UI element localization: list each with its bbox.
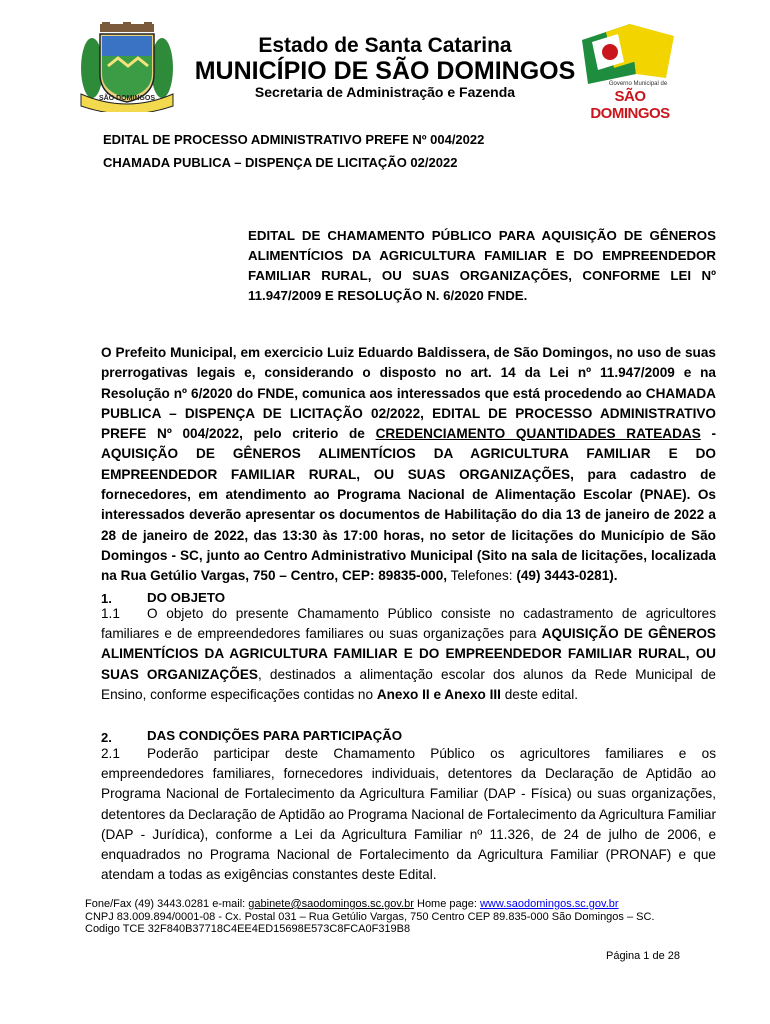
edital-summary: EDITAL DE CHAMAMENTO PÚBLICO PARA AQUISIÇÃO DE GÊNEROS ALIMENTÍCIOS DA AGRICULTURA FAMILIAR E DO EMPREENDEDOR FAMILIAR RURAL, OU SUAS ORGANIZAÇÕES, CONFORME LEI Nº 11.947/2009 E RESOLUÇÃO N. 6/2020 FNDE. xyxy=(248,228,716,303)
footer-phone: Fone/Fax (49) 3443.0281 e-mail: xyxy=(85,898,249,910)
municipality-name: MUNICÍPIO DE SÃO DOMINGOS xyxy=(194,57,576,85)
phone-number: (49) 3443-0281). xyxy=(516,568,618,584)
section-1-number: 1. xyxy=(101,591,112,606)
credenciamento-criterion: CREDENCIAMENTO QUANTIDADES RATEADAS xyxy=(375,426,701,442)
footer-contact-line xyxy=(85,898,685,911)
phone-label: Telefones: xyxy=(447,568,517,584)
secretariat-name: Secretaria de Administração e Fazenda xyxy=(254,84,516,100)
section-2-number: 2. xyxy=(101,730,112,745)
section-2-title: DAS CONDIÇÕES PARA PARTICIPAÇÃO xyxy=(147,728,403,743)
section-2-1-paragraph xyxy=(101,744,716,885)
chamada-reference: CHAMADA PUBLICA – DISPENÇA DE LICITAÇÃO 02/2022 xyxy=(103,155,458,170)
state-name: Estado de Santa Catarina xyxy=(258,34,512,57)
objeto-bold: AQUISIÇÃO DE GÊNEROS ALIMENTÍCIOS DA AGRICULTURA FAMILIAR E DO EMPREENDEDOR FAMILIAR RURAL, OU SUAS ORGANIZAÇÕES xyxy=(101,626,716,682)
footer-email-link[interactable]: gabinete@saodomingos.sc.gov.br xyxy=(248,898,414,910)
footer-address: CNPJ 83.009.894/0001-08 - Cx. Postal 031 – Rua Getúlio Vargas, 750 Centro CEP 89.835-000 São Domingos – SC. Codigo TCE 32F840B37718C4EE4ED15698E573C8FCA0F319B8 xyxy=(85,910,655,935)
objeto-text-2: , destinados a alimentação escolar dos alunos da Rede Municipal de Ensino, conforme especificações contidas no xyxy=(101,666,716,702)
gov-logo-title: SÃO DOMINGOS xyxy=(590,88,670,122)
footer-homepage-link[interactable]: www.saodomingos.sc.gov.br xyxy=(479,898,619,910)
annex-reference: Anexo II e Anexo III xyxy=(376,686,501,702)
objeto-text: O objeto do presente Chamamento Público consiste no cadastramento de agricultores familiares e de empreendedores familiares ou suas organizações para xyxy=(101,606,716,642)
intro-paragraph xyxy=(101,343,716,587)
page-number: Página 1 de 28 xyxy=(605,950,680,962)
item-1-1-number: 1.1 xyxy=(101,606,120,621)
intro-body: , em exercicio Luiz Eduardo Baldissera, de São Domingos, no uso de suas prerrogativas legais e, considerando o disposto no art. 14 da Lei nº 11.947/2009 e na Resolução nº 6/2020 do FNDE, comunica aos interessados que está procedendo ao CHAMADA PUBLICA – DISPENÇA DE LICITAÇÃO 02/2022, EDITAL DE PROCESSO ADMINISTRATIVO PREFE Nº 004/2022, pelo criterio de xyxy=(101,345,716,442)
participation-text: Poderão participar deste Chamamento Público os agricultores familiares e os empreendedores familiares, fornecedores individuais, detentores da Declaração de Aptidão ao Programa Nacional de Fortalecimento da Agricultura Familiar (DAP - Física) ou suas organizações, detentores da Declaração de Aptidão ao Programa Nacional de Fortalecimento da Agricultura Familiar (DAP - Jurídica), conforme a Lei da Agricultura Familiar nº 11.326, de 24 de julho de 2006, e enquadrados no Programa Nacional de Fortalecimento da Agricultura Familiar (PRONAF) e que atendam a todas as exigências constantes deste Edital. xyxy=(101,746,716,883)
section-1-1-paragraph xyxy=(101,604,716,705)
objeto-text-3: deste edital. xyxy=(500,686,579,702)
intro-body-2: - AQUISIÇÃO DE GÊNEROS ALIMENTÍCIOS DA AGRICULTURA FAMILIAR E DO EMPREENDEDOR FAMILIAR RURAL, OU SUAS ORGANIZAÇÕES, para cadastro de fornecedores, em atendimento ao Programa Nacional de Alimentação Escolar (PNAE). Os interessados deverão apresentar os documentos de Habilitação do dia 13 de janeiro de 2022 a 28 de janeiro de 2022, das 13:30 às 17:00 horas, no setor de licitações do Município de São Domingos - SC, junto ao Centro Administrativo Municipal (Sito na sala de licitações, localizada na Rua Getúlio Vargas, 750 – Centro, CEP: 89835-000, xyxy=(101,426,716,584)
page-footer xyxy=(85,898,685,936)
gov-logo-caption: Governo Municipal de xyxy=(608,81,668,87)
footer-homepage-label: Home page: xyxy=(413,898,480,910)
section-1-title: DO OBJETO xyxy=(147,590,226,605)
crest-ribbon-text: SÃO DOMINGOS xyxy=(98,95,155,102)
item-2-1-number: 2.1 xyxy=(101,746,120,761)
intro-opening: O Prefeito Municipal xyxy=(101,345,233,360)
government-flag-logo xyxy=(570,22,690,122)
edital-reference: EDITAL DE PROCESSO ADMINISTRATIVO PREFE Nº 004/2022 xyxy=(103,132,485,147)
